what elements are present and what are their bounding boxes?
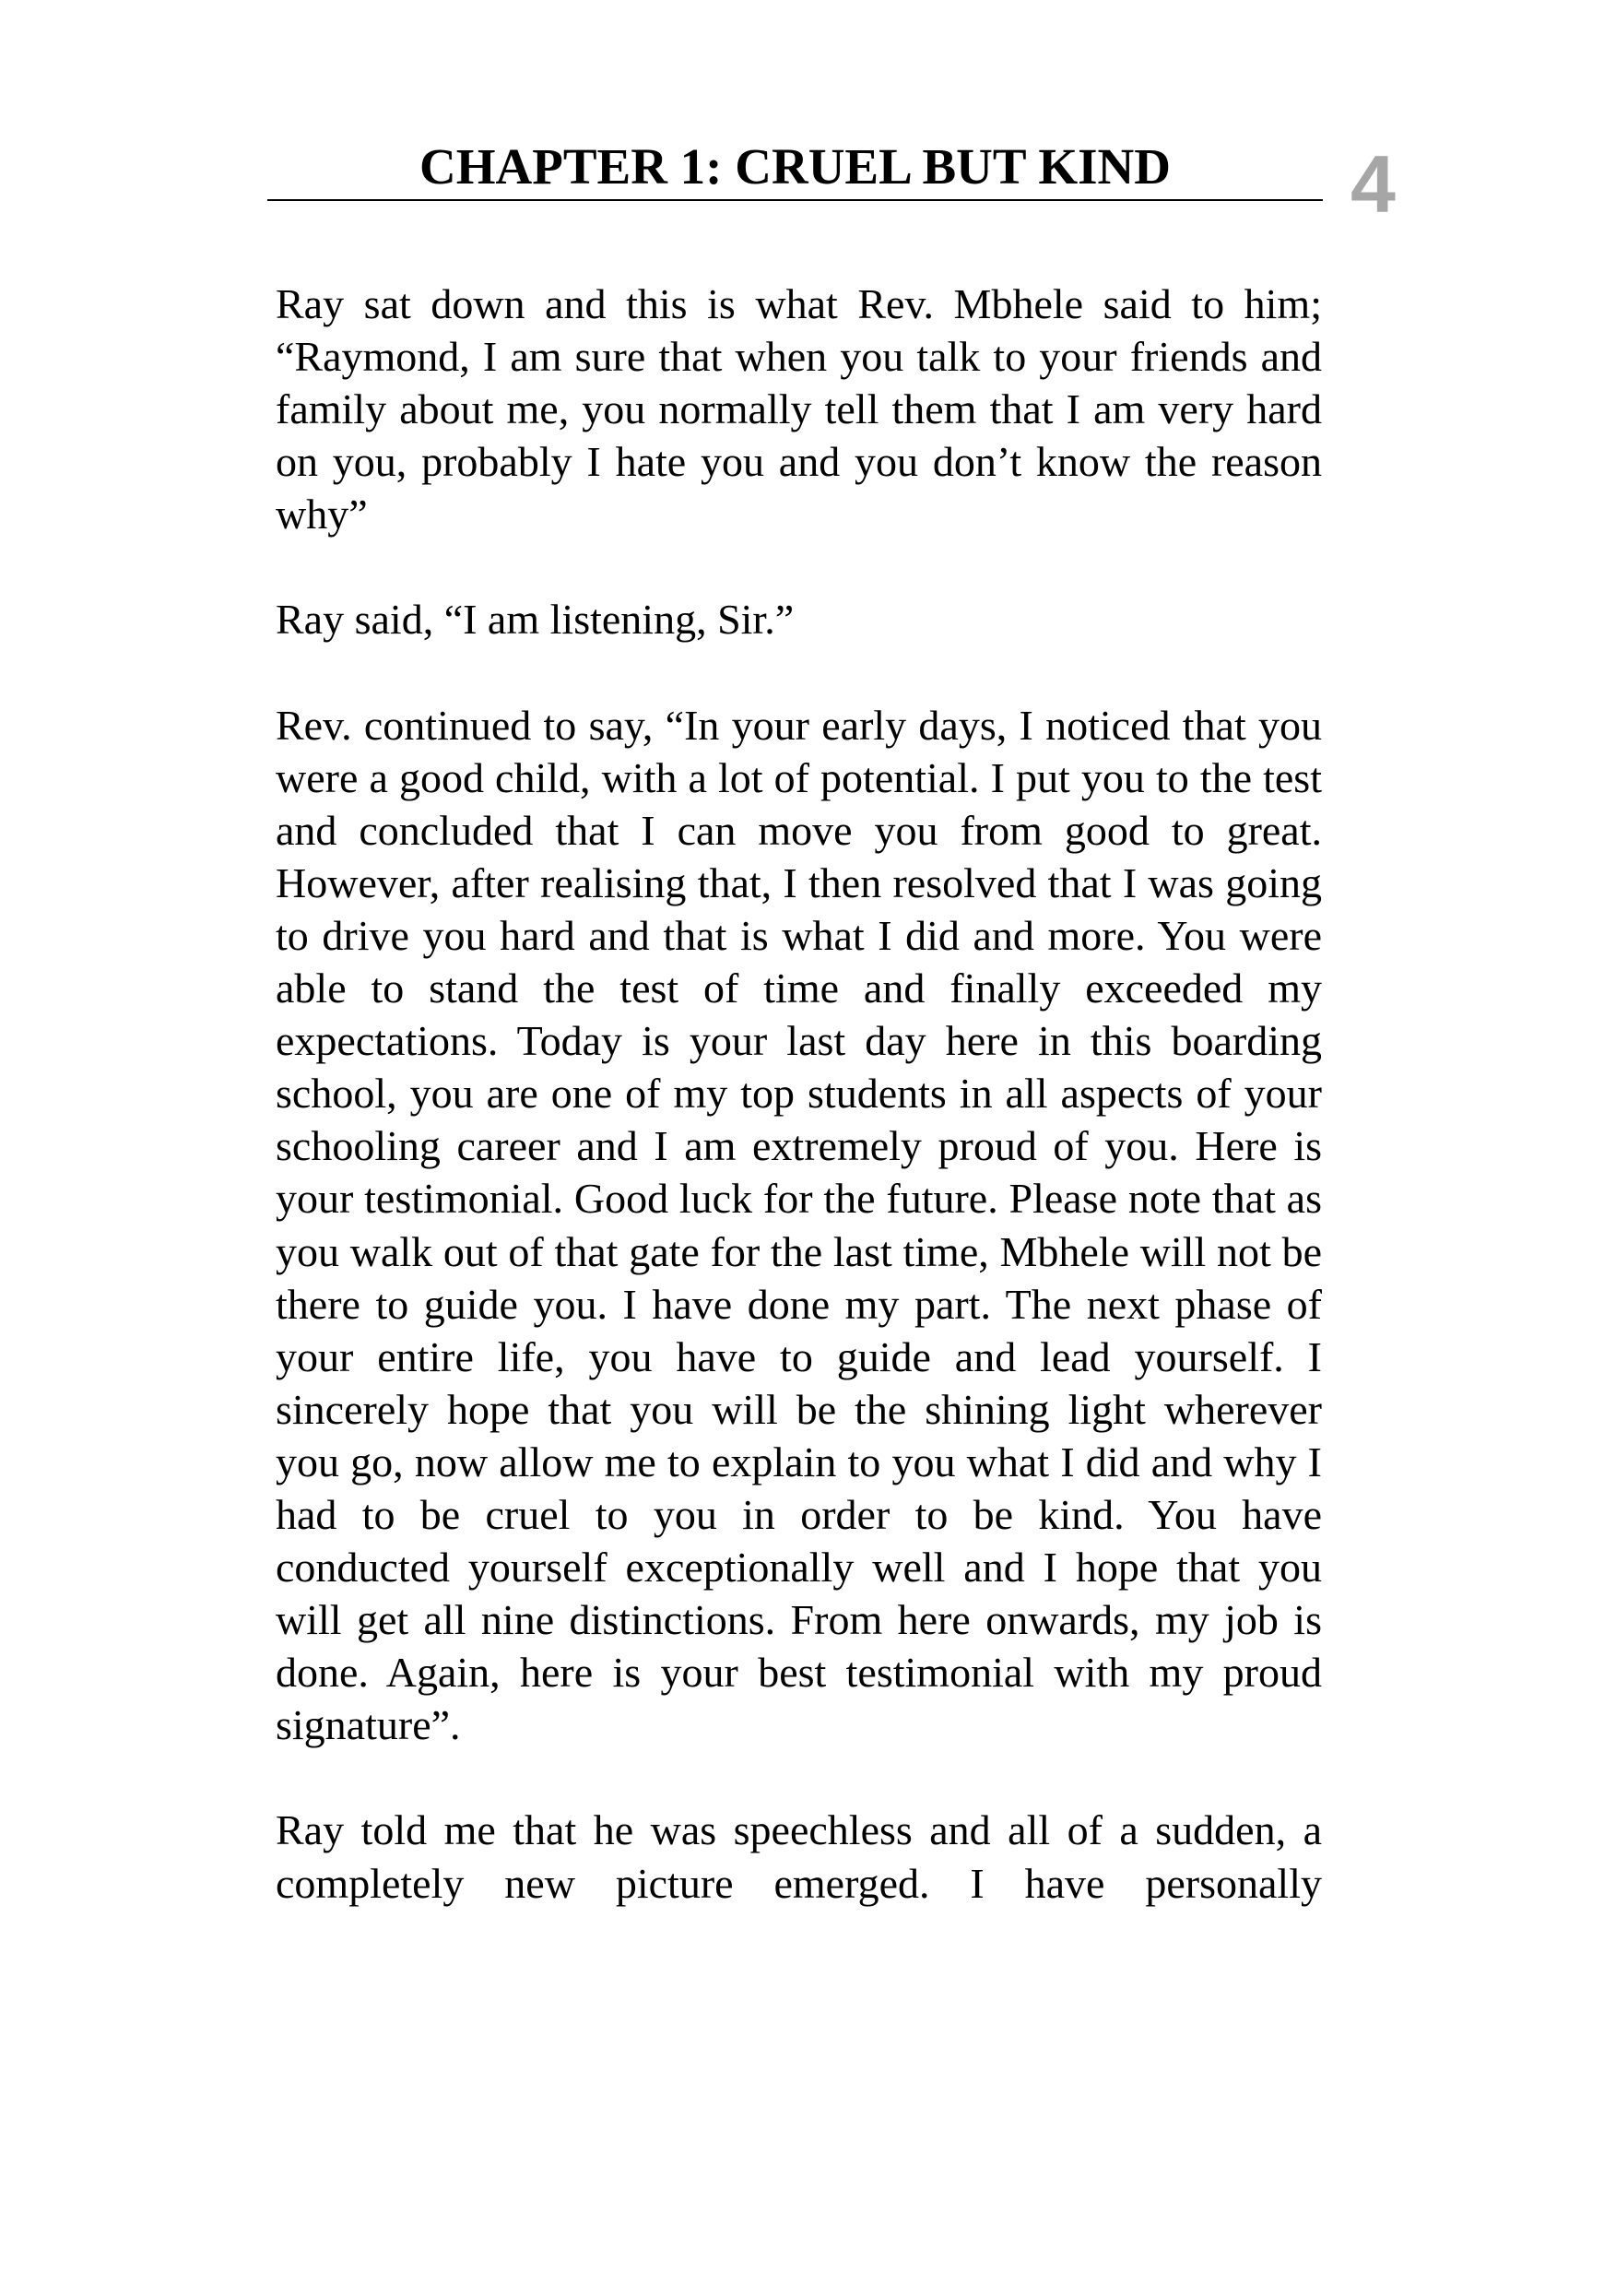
paragraph: Ray sat down and this is what Rev. Mbhele said to him; “Raymond, I am sure that when you talk to your friends and family about me, you normally tell them that I am very hard on you, probably I hate you and you don’t know the reason why” [276, 280, 1322, 538]
paragraph: Ray told me that he was speechless and all of a sudden, a completely new picture emerged. I have personally [276, 1806, 1322, 1907]
chapter-header [267, 135, 1323, 201]
page-number: 4 [1350, 138, 1396, 230]
paragraph: Rev. continued to say, “In your early days, I noticed that you were a good child, with a lot of potential. I put you to the test and concluded that I can move you from good to great. However, after realising that, I then resolved that I was going to drive you hard and that is what I did and more. You were able to stand the test of time and finally exceeded my expectations. Today is your last day here in this boarding school, you are one of my top students in all aspects of your schooling career and I am extremely proud of you. Here is your testimonial. Good luck for the future. Please note that as you walk out of that gate for the last time, Mbhele will not be there to guide you. I have done my part. The next phase of your entire life, you have to guide and lead yourself. I sincerely hope that you will be the shining light wherever you go, now allow me to explain to you what I did and why I had to be cruel to you in order to be kind. You have conducted yourself exceptionally well and I hope that you will get all nine distinctions. From here onwards, my job is done. Again, here is your best testimonial with my proud signature”. [276, 701, 1322, 1749]
chapter-title: CHAPTER 1: CRUEL BUT KIND [419, 138, 1171, 195]
paragraph: Ray said, “I am listening, Sir.” [276, 596, 795, 644]
body-text [276, 278, 1322, 1910]
